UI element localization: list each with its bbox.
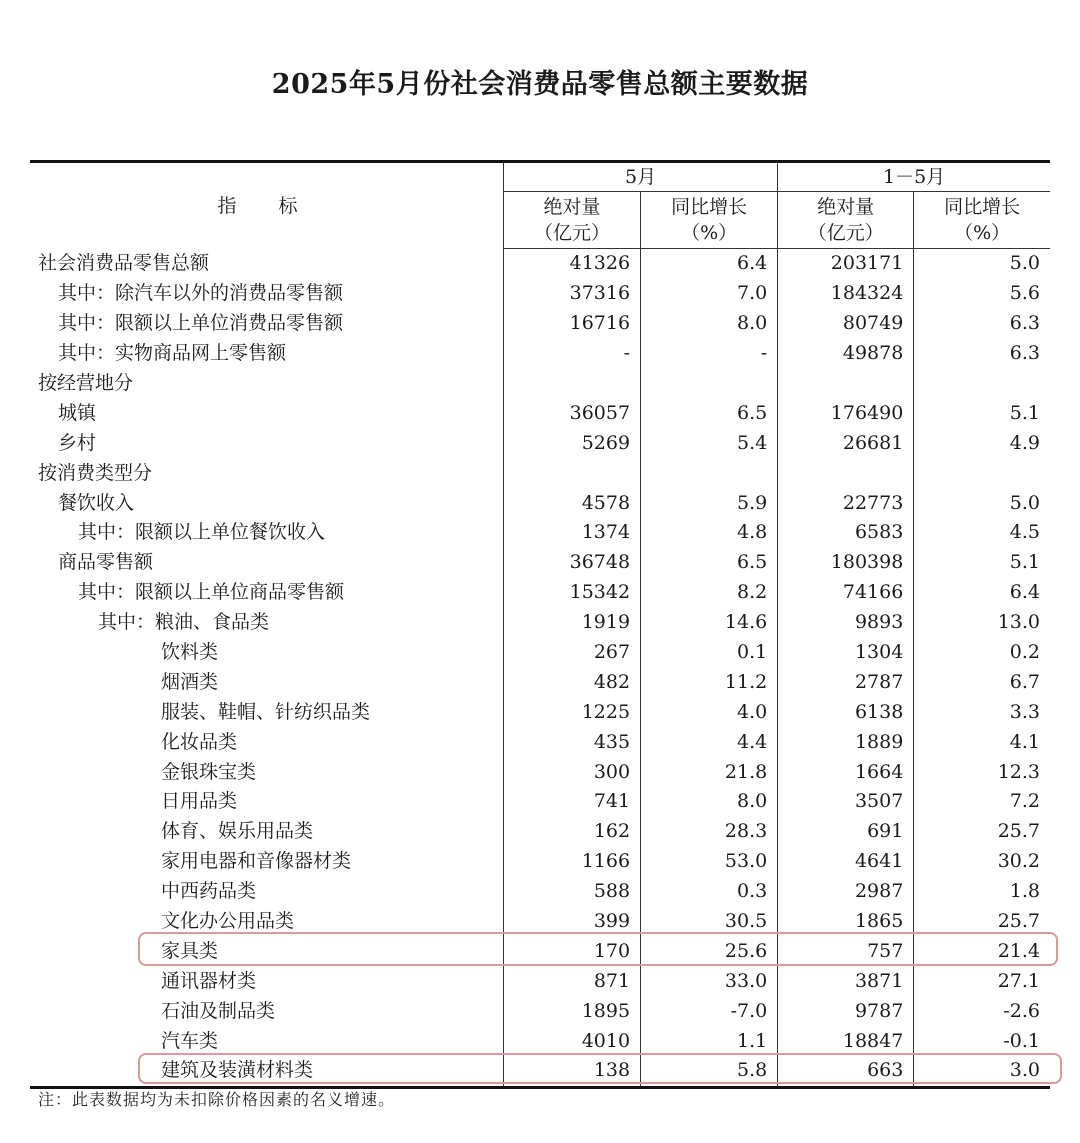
may-abs-cell	[503, 458, 640, 488]
ytd-abs-cell: 203171	[778, 249, 914, 279]
ytd-abs-cell: 6583	[778, 518, 914, 548]
row-label: 烟酒类	[161, 670, 219, 693]
table-row	[30, 727, 1050, 757]
ytd-group-header: 1－5月	[778, 162, 1050, 192]
ytd-yoy-cell: 1.8	[914, 877, 1050, 907]
table-row	[30, 996, 1050, 1026]
may-yoy-cell	[641, 458, 778, 488]
ytd-abs-cell: 74166	[778, 578, 914, 608]
table-row	[30, 1026, 1050, 1056]
ytd-yoy-header	[914, 192, 1050, 249]
table-row	[30, 518, 1050, 548]
table-row	[30, 966, 1050, 996]
ytd-abs-cell: 691	[778, 817, 914, 847]
may-abs-cell: 300	[503, 757, 640, 787]
row-label: 服装、鞋帽、针纺织品类	[161, 700, 371, 723]
may-abs-cell: 36057	[503, 398, 640, 428]
row-label: 家用电器和音像器材类	[161, 850, 352, 873]
ytd-yoy-cell: 12.3	[914, 757, 1050, 787]
ytd-abs-cell	[778, 369, 914, 399]
may-yoy-cell: 28.3	[641, 817, 778, 847]
ytd-yoy-cell: 27.1	[914, 966, 1050, 996]
ytd-abs-cell: 1304	[778, 638, 914, 668]
ytd-abs-cell: 757	[778, 936, 914, 966]
ytd-yoy-cell: 25.7	[914, 817, 1050, 847]
yoy-unit: （%）	[681, 222, 738, 244]
ytd-abs-cell: 80749	[778, 309, 914, 339]
may-abs-cell: 267	[503, 638, 640, 668]
ytd-yoy-cell: 5.0	[914, 249, 1050, 279]
row-label: 其中：粮油、食品类	[98, 611, 270, 634]
highlight-furniture-row	[138, 932, 1058, 966]
may-yoy-cell: 6.4	[641, 249, 778, 279]
table-row	[30, 428, 1050, 458]
may-yoy-cell: -	[641, 339, 778, 369]
ytd-abs-cell	[778, 458, 914, 488]
may-yoy-cell: 8.2	[641, 578, 778, 608]
row-label: 饮料类	[161, 641, 219, 664]
table-row	[30, 249, 1050, 279]
row-label: 餐饮收入	[58, 491, 135, 514]
abs-unit: （亿元）	[534, 222, 611, 244]
row-label: 其中：限额以上单位商品零售额	[78, 581, 345, 604]
may-abs-cell: 36748	[503, 548, 640, 578]
may-yoy-header	[641, 192, 778, 249]
may-abs-cell: 162	[503, 817, 640, 847]
ytd-yoy-cell: 5.0	[914, 488, 1050, 518]
ytd-abs-cell: 3507	[778, 787, 914, 817]
ytd-yoy-cell: -2.6	[914, 996, 1050, 1026]
table-row	[30, 279, 1050, 309]
may-yoy-cell: 4.4	[641, 727, 778, 757]
highlight-building-materials-row	[138, 1053, 1062, 1084]
ytd-yoy-cell: 5.1	[914, 548, 1050, 578]
may-abs-cell: 5269	[503, 428, 640, 458]
row-label: 石油及制品类	[161, 999, 276, 1022]
table-row	[30, 847, 1050, 877]
row-label: 化妆品类	[161, 730, 238, 753]
may-abs-cell: 37316	[503, 279, 640, 309]
ytd-yoy-cell: 25.7	[914, 907, 1050, 937]
ytd-yoy-cell: 4.9	[914, 428, 1050, 458]
indicator-header: 指 标	[30, 162, 503, 249]
may-yoy-cell: 5.4	[641, 428, 778, 458]
row-label: 按经营地分	[38, 372, 134, 394]
ytd-abs-cell: 9787	[778, 996, 914, 1026]
may-abs-cell: 16716	[503, 309, 640, 339]
may-yoy-cell: 7.0	[641, 279, 778, 309]
may-yoy-cell: 14.6	[641, 608, 778, 638]
may-yoy-cell: -7.0	[641, 996, 778, 1026]
table-row	[30, 339, 1050, 369]
may-yoy-cell: 8.0	[641, 787, 778, 817]
may-yoy-cell: 4.8	[641, 518, 778, 548]
row-label: 中西药品类	[161, 880, 257, 903]
row-label: 其中：实物商品网上零售额	[58, 342, 287, 365]
page-title: 2025年5月份社会消费品零售总额主要数据	[271, 69, 809, 100]
ytd-yoy-cell: 4.1	[914, 727, 1050, 757]
may-yoy-cell: 5.8	[641, 1056, 778, 1087]
footnote: 注：此表数据均为未扣除价格因素的名义增速。	[38, 1090, 396, 1109]
may-yoy-cell: 21.8	[641, 757, 778, 787]
may-group-header: 5月	[503, 162, 777, 192]
row-label: 其中：限额以上单位消费品零售额	[58, 312, 344, 335]
may-abs-cell: 1895	[503, 996, 640, 1026]
ytd-yoy-cell: 4.5	[914, 518, 1050, 548]
may-yoy-cell: 6.5	[641, 548, 778, 578]
table-row	[30, 578, 1050, 608]
ytd-abs-cell: 6138	[778, 697, 914, 727]
ytd-yoy-cell: 6.7	[914, 667, 1050, 697]
ytd-yoy-cell	[914, 458, 1050, 488]
row-label: 按消费类型分	[38, 461, 153, 484]
may-abs-cell: 1225	[503, 697, 640, 727]
may-abs-cell: 4578	[503, 488, 640, 518]
table-row	[30, 608, 1050, 638]
row-label: 体育、娱乐用品类	[161, 820, 314, 843]
table-row	[30, 398, 1050, 428]
may-abs-cell: 1919	[503, 608, 640, 638]
may-yoy-cell	[641, 369, 778, 399]
may-yoy-cell: 5.9	[641, 488, 778, 518]
ytd-abs-cell: 2787	[778, 667, 914, 697]
table-row	[30, 757, 1050, 787]
may-abs-cell: 399	[503, 907, 640, 937]
row-label: 文化办公用品类	[161, 910, 295, 933]
ytd-yoy-cell: 5.6	[914, 279, 1050, 309]
ytd-abs-cell: 1664	[778, 757, 914, 787]
ytd-yoy-cell: 0.2	[914, 638, 1050, 668]
may-abs-cell: 482	[503, 667, 640, 697]
may-abs-cell: 138	[503, 1056, 640, 1087]
table-row	[30, 667, 1050, 697]
may-abs-cell: 41326	[503, 249, 640, 279]
ytd-abs-cell: 49878	[778, 339, 914, 369]
may-yoy-cell: 0.1	[641, 638, 778, 668]
table-row	[30, 877, 1050, 907]
table-row	[30, 638, 1050, 668]
ytd-yoy-cell: 6.4	[914, 578, 1050, 608]
ytd-abs-cell: 4641	[778, 847, 914, 877]
ytd-yoy-cell: 30.2	[914, 847, 1050, 877]
may-yoy-cell: 1.1	[641, 1026, 778, 1056]
table-row	[30, 787, 1050, 817]
may-abs-cell: 170	[503, 936, 640, 966]
ytd-yoy-cell: 13.0	[914, 608, 1050, 638]
table-row	[30, 697, 1050, 727]
may-abs-cell	[503, 369, 640, 399]
ytd-abs-cell: 180398	[778, 548, 914, 578]
table-row	[30, 369, 1050, 399]
may-yoy-cell: 33.0	[641, 966, 778, 996]
ytd-yoy-cell: 6.3	[914, 339, 1050, 369]
may-abs-cell: 1374	[503, 518, 640, 548]
ytd-abs-cell: 18847	[778, 1026, 914, 1056]
abs-unit: （亿元）	[807, 222, 884, 244]
may-abs-cell: -	[503, 339, 640, 369]
may-abs-cell: 588	[503, 877, 640, 907]
row-label: 汽车类	[161, 1029, 219, 1052]
may-abs-cell: 4010	[503, 1026, 640, 1056]
ytd-yoy-cell: 21.4	[914, 936, 1050, 966]
row-label: 日用品类	[161, 790, 238, 813]
may-abs-cell: 871	[503, 966, 640, 996]
table-row	[30, 488, 1050, 518]
ytd-abs-cell: 26681	[778, 428, 914, 458]
may-abs-cell: 1166	[503, 847, 640, 877]
ytd-yoy-cell: 5.1	[914, 398, 1050, 428]
table-row	[30, 548, 1050, 578]
ytd-abs-cell: 176490	[778, 398, 914, 428]
row-label: 金银珠宝类	[161, 760, 257, 783]
may-abs-cell: 15342	[503, 578, 640, 608]
table-row	[30, 817, 1050, 847]
ytd-abs-cell: 9893	[778, 608, 914, 638]
yoy-label: 同比增长	[944, 196, 1021, 218]
ytd-abs-cell: 663	[778, 1056, 914, 1087]
row-label: 商品零售额	[58, 551, 154, 574]
ytd-abs-cell: 2987	[778, 877, 914, 907]
ytd-abs-header	[778, 192, 914, 249]
ytd-yoy-cell	[914, 369, 1050, 399]
may-yoy-cell: 6.5	[641, 398, 778, 428]
ytd-abs-cell: 1889	[778, 727, 914, 757]
row-label: 家具类	[161, 939, 219, 962]
ytd-yoy-cell: 3.3	[914, 697, 1050, 727]
row-label: 城镇	[58, 401, 97, 424]
abs-label: 绝对量	[817, 196, 875, 218]
yoy-label: 同比增长	[671, 196, 748, 218]
row-label: 其中：除汽车以外的消费品零售额	[58, 282, 344, 305]
may-abs-cell: 741	[503, 787, 640, 817]
may-yoy-cell: 25.6	[641, 936, 778, 966]
may-abs-header	[503, 192, 640, 249]
ytd-yoy-cell: 7.2	[914, 787, 1050, 817]
ytd-abs-cell: 22773	[778, 488, 914, 518]
may-yoy-cell: 8.0	[641, 309, 778, 339]
ytd-yoy-cell: -0.1	[914, 1026, 1050, 1056]
may-yoy-cell: 53.0	[641, 847, 778, 877]
yoy-unit: （%）	[954, 222, 1011, 244]
row-label: 其中：限额以上单位餐饮收入	[78, 521, 326, 544]
table-row	[30, 458, 1050, 488]
row-label: 社会消费品零售总额	[38, 252, 210, 275]
row-label: 建筑及装潢材料类	[30, 1056, 503, 1087]
abs-label: 绝对量	[543, 196, 601, 218]
may-yoy-cell: 30.5	[641, 907, 778, 937]
ytd-abs-cell: 3871	[778, 966, 914, 996]
ytd-abs-cell: 1865	[778, 907, 914, 937]
row-label: 通讯器材类	[161, 969, 257, 992]
may-yoy-cell: 11.2	[641, 667, 778, 697]
ytd-abs-cell: 184324	[778, 279, 914, 309]
may-yoy-cell: 0.3	[641, 877, 778, 907]
row-label: 乡村	[58, 431, 97, 454]
ytd-yoy-cell: 3.0	[914, 1056, 1050, 1087]
may-yoy-cell: 4.0	[641, 697, 778, 727]
ytd-yoy-cell: 6.3	[914, 309, 1050, 339]
may-abs-cell: 435	[503, 727, 640, 757]
table-row	[30, 309, 1050, 339]
